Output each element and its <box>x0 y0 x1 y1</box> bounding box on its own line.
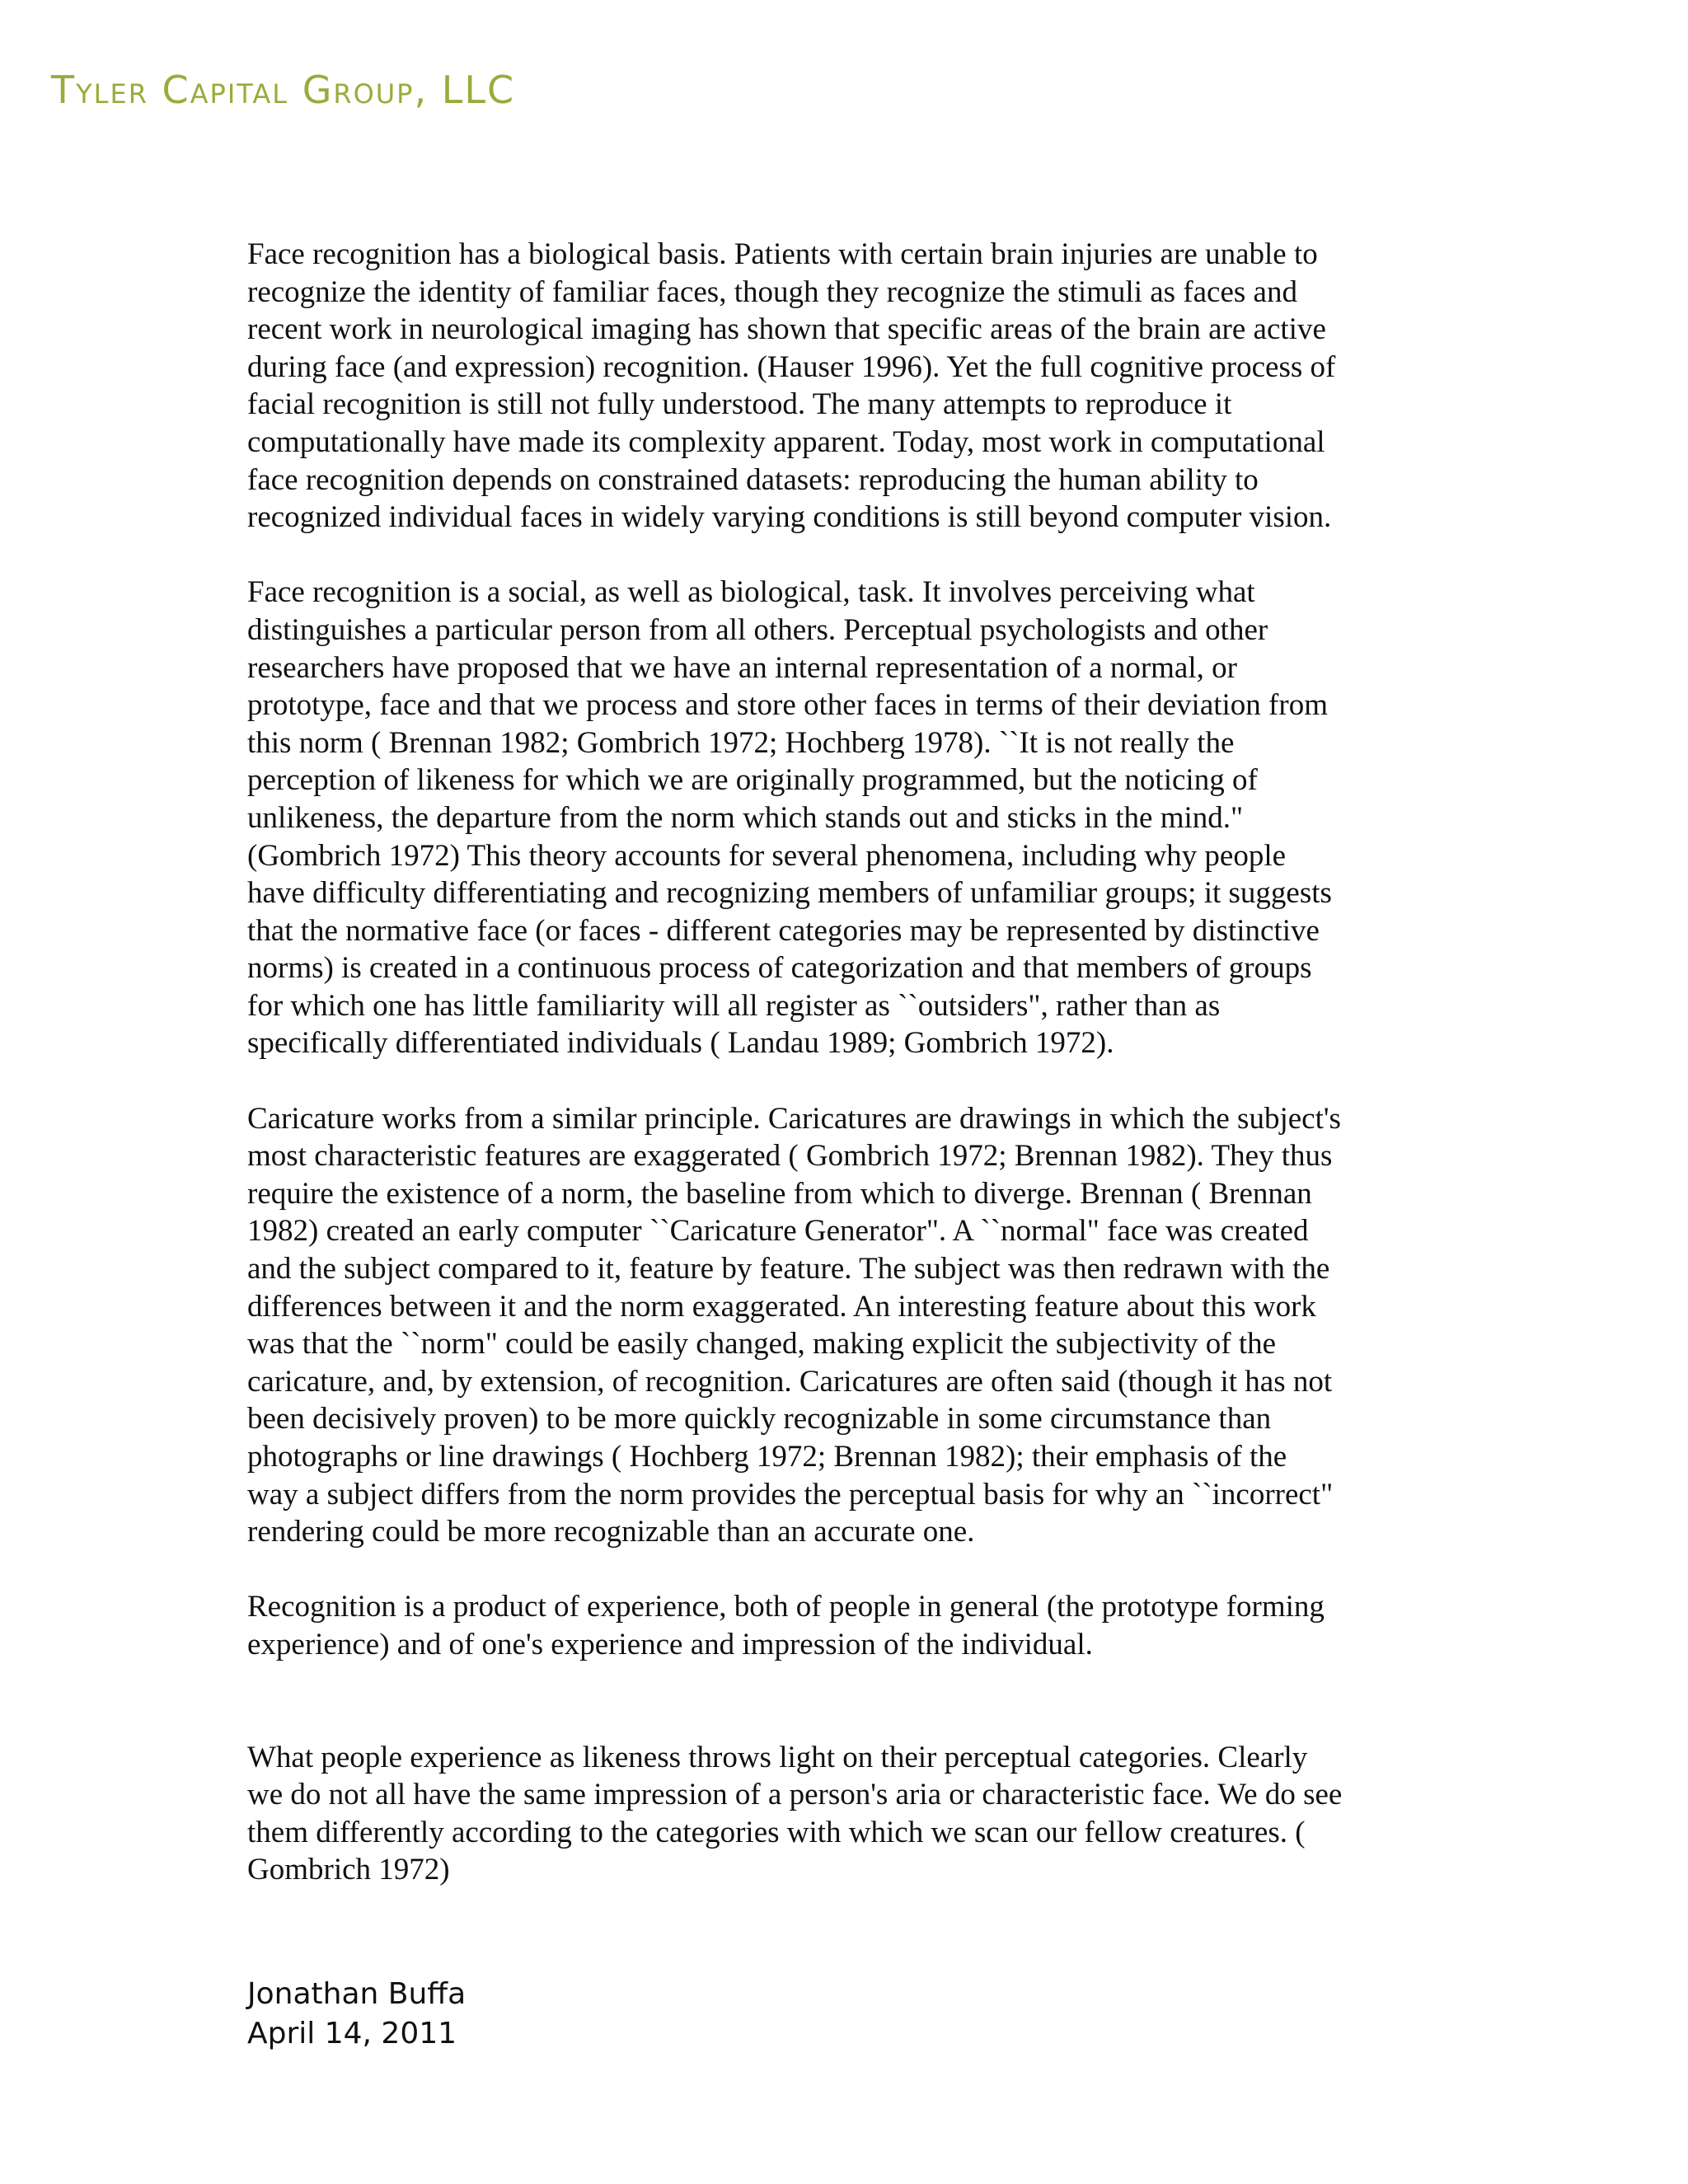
text-line: computationally have made its complexity apparent. Today, most work in computational <box>247 424 1325 459</box>
text-line: differences between it and the norm exaggerated. An interesting feature about this work <box>247 1289 1316 1324</box>
text-line: them differently according to the categories with which we scan our fellow creatures. ( <box>247 1815 1306 1849</box>
text-line: and the subject compared to it, feature by feature. The subject was then redrawn with the <box>247 1252 1330 1286</box>
text-line: specifically differentiated individuals ( Landau 1989; Gombrich 1972). <box>247 1026 1114 1061</box>
text-line: most characteristic features are exaggerated ( Gombrich 1972; Brennan 1982). They thus <box>247 1139 1333 1174</box>
text-line: facial recognition is still not fully understood. The many attempts to reproduce it <box>247 387 1232 422</box>
text-line: recognize the identity of familiar faces, though they recognize the stimuli as faces and <box>247 274 1297 309</box>
text-line: way a subject differs from the norm provides the perceptual basis for why an ``incorrect" <box>247 1477 1334 1511</box>
text-line: Face recognition is a social, as well as biological, task. It involves perceiving what <box>247 575 1255 610</box>
paragraph-likeness-quote <box>247 1739 1451 1889</box>
text-line: Recognition is a product of experience, both of people in general (the prototype forming <box>247 1590 1325 1624</box>
paragraph-caricature <box>247 1100 1451 1551</box>
text-line: was that the ``norm" could be easily changed, making explicit the subjectivity of the <box>247 1327 1277 1361</box>
paragraph-face-recognition-biology <box>247 236 1451 537</box>
author-name: Jonathan Buffa <box>247 1977 467 2011</box>
text-line: Gombrich 1972) <box>247 1853 450 1887</box>
text-line: unlikeness, the departure from the norm which stands out and sticks in the mind." <box>247 800 1244 835</box>
text-line: Face recognition has a biological basis. Patients with certain brain injuries are unable to <box>247 237 1318 271</box>
letterhead-company-name: Tyler Capital Group, LLC <box>51 68 516 112</box>
text-line: distinguishes a particular person from all others. Perceptual psychologists and other <box>247 612 1268 647</box>
text-line: What people experience as likeness throws light on their perceptual categories. Clearly <box>247 1740 1308 1774</box>
text-line: that the normative face (or faces - different categories may be represented by distinctive <box>247 913 1320 948</box>
text-line: photographs or line drawings ( Hochberg 1972; Brennan 1982); their emphasis of the <box>247 1440 1287 1474</box>
text-line: 1982) created an early computer ``Caricature Generator". A ``normal" face was created <box>247 1214 1309 1249</box>
text-line: experience) and of one's experience and impression of the individual. <box>247 1627 1093 1661</box>
text-line: recent work in neurological imaging has shown that specific areas of the brain are active <box>247 312 1326 347</box>
text-line: been decisively proven) to be more quickly recognizable in some circumstance than <box>247 1402 1272 1436</box>
text-line: perception of likeness for which we are originally programmed, but the noticing of <box>247 763 1258 798</box>
text-line: have difficulty differentiating and recognizing members of unfamiliar groups; it suggests <box>247 876 1332 911</box>
text-line: prototype, face and that we process and store other faces in terms of their deviation from <box>247 688 1328 723</box>
text-line: recognized individual faces in widely varying conditions is still beyond computer vision. <box>247 500 1332 535</box>
text-line: during face (and expression) recognition. (Hauser 1996). Yet the full cognitive process of <box>247 349 1336 384</box>
text-line: researchers have proposed that we have an internal representation of a normal, or <box>247 650 1237 685</box>
text-line: this norm ( Brennan 1982; Gombrich 1972; Hochberg 1978). ``It is not really the <box>247 725 1235 760</box>
text-line: we do not all have the same impression of a person's aria or characteristic face. We do see <box>247 1778 1343 1812</box>
text-line: norms) is created in a continuous process of categorization and that members of groups <box>247 951 1312 986</box>
letter-body <box>247 236 1451 1889</box>
letter-date: April 14, 2011 <box>247 2017 457 2050</box>
text-line: for which one has little familiarity will all register as ``outsiders", rather than as <box>247 988 1221 1023</box>
text-line: rendering could be more recognizable than an accurate one. <box>247 1515 975 1549</box>
text-line: face recognition depends on constrained datasets: reproducing the human ability to <box>247 462 1259 497</box>
text-line: Caricature works from a similar principle. Caricatures are drawings in which the subject's <box>247 1101 1341 1136</box>
text-line: (Gombrich 1972) This theory accounts for several phenomena, including why people <box>247 838 1287 873</box>
signature-block <box>247 1975 466 2054</box>
text-line: caricature, and, by extension, of recognition. Caricatures are often said (though it has not <box>247 1364 1333 1399</box>
text-line: require the existence of a norm, the baseline from which to diverge. Brennan ( Brennan <box>247 1176 1312 1211</box>
paragraph-recognition-experience <box>247 1588 1451 1663</box>
paragraph-social-task <box>247 574 1451 1062</box>
